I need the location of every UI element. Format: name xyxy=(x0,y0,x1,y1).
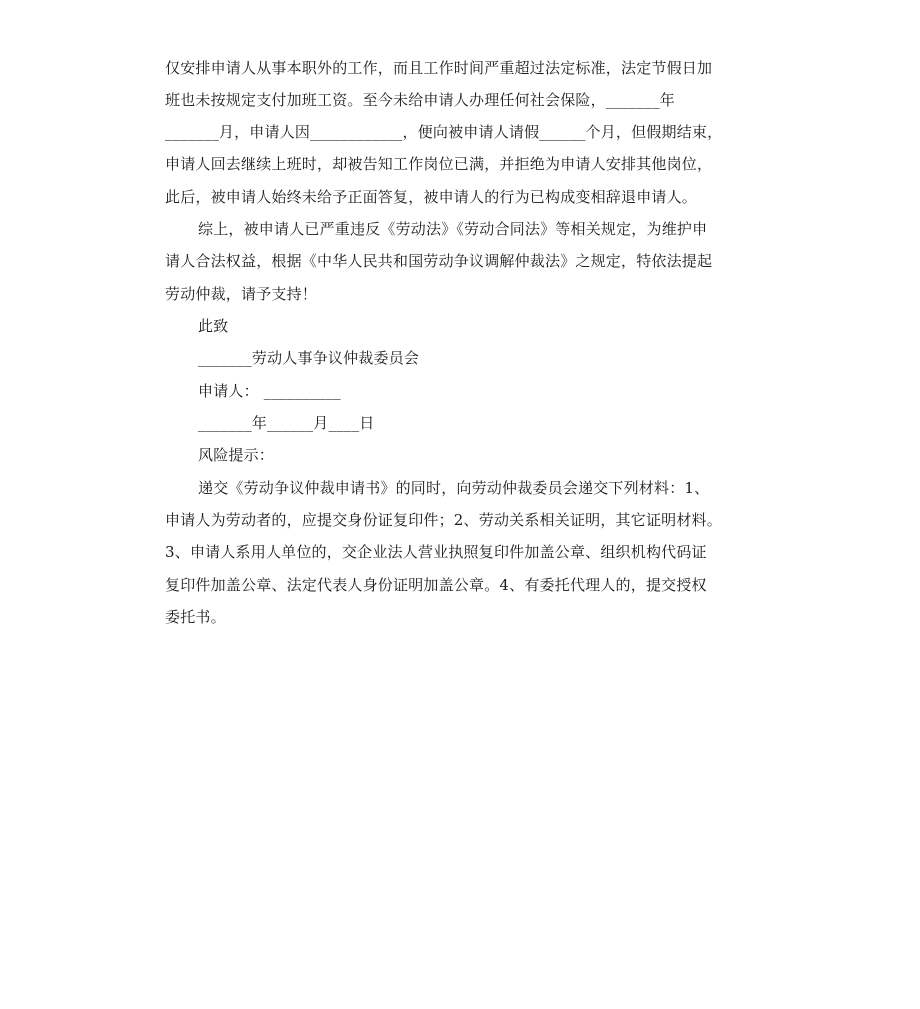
salutation: 此致 xyxy=(198,317,229,335)
risk-notice-text-line: 复印件加盖公章、法定代表人身份证明加盖公章。4、有委托代理人的，提交授权 xyxy=(165,576,707,594)
applicant-signature-field: 申请人： __________ xyxy=(198,382,341,400)
body-text-line: 班也未按规定支付加班工资。至今未给申请人办理任何社会保险，_______年 xyxy=(165,91,675,109)
body-text-line: 劳动仲裁，请予支持！ xyxy=(165,285,318,303)
date-field: _______年______月____日 xyxy=(198,414,375,432)
risk-notice-heading: 风险提示： xyxy=(198,446,275,464)
body-text-line: _______月，申请人因____________，便向被申请人请假______个月，但假期结束， xyxy=(165,123,723,141)
body-text-line: 请人合法权益，根据《中华人民共和国劳动争议调解仲裁法》之规定，特依法提起 xyxy=(165,252,713,270)
risk-notice-text-line: 递交《劳动争议仲裁申请书》的同时，向劳动仲裁委员会递交下列材料：1、 xyxy=(198,479,710,497)
body-text-line: 此后，被申请人始终未给予正面答复，被申请人的行为已构成变相辞退申请人。 xyxy=(165,188,698,206)
risk-notice-text-line: 委托书。 xyxy=(165,608,226,626)
risk-notice-text-line: 3、申请人系用人单位的，交企业法人营业执照复印件加盖公章、组织机构代码证 xyxy=(165,543,707,561)
risk-notice-text-line: 申请人为劳动者的，应提交身份证复印件；2、劳动关系相关证明，其它证明材料。 xyxy=(165,511,722,529)
conclusion-paragraph-line: 综上，被申请人已严重违反《劳动法》《劳动合同法》等相关规定，为维护申 xyxy=(198,220,708,238)
recipient-committee: _______劳动人事争议仲裁委员会 xyxy=(198,349,420,367)
body-text-line: 仅安排申请人从事本职外的工作，而且工作时间严重超过法定标准，法定节假日加 xyxy=(165,59,713,77)
body-text-line: 申请人回去继续上班时，却被告知工作岗位已满，并拒绝为申请人安排其他岗位， xyxy=(165,155,713,173)
